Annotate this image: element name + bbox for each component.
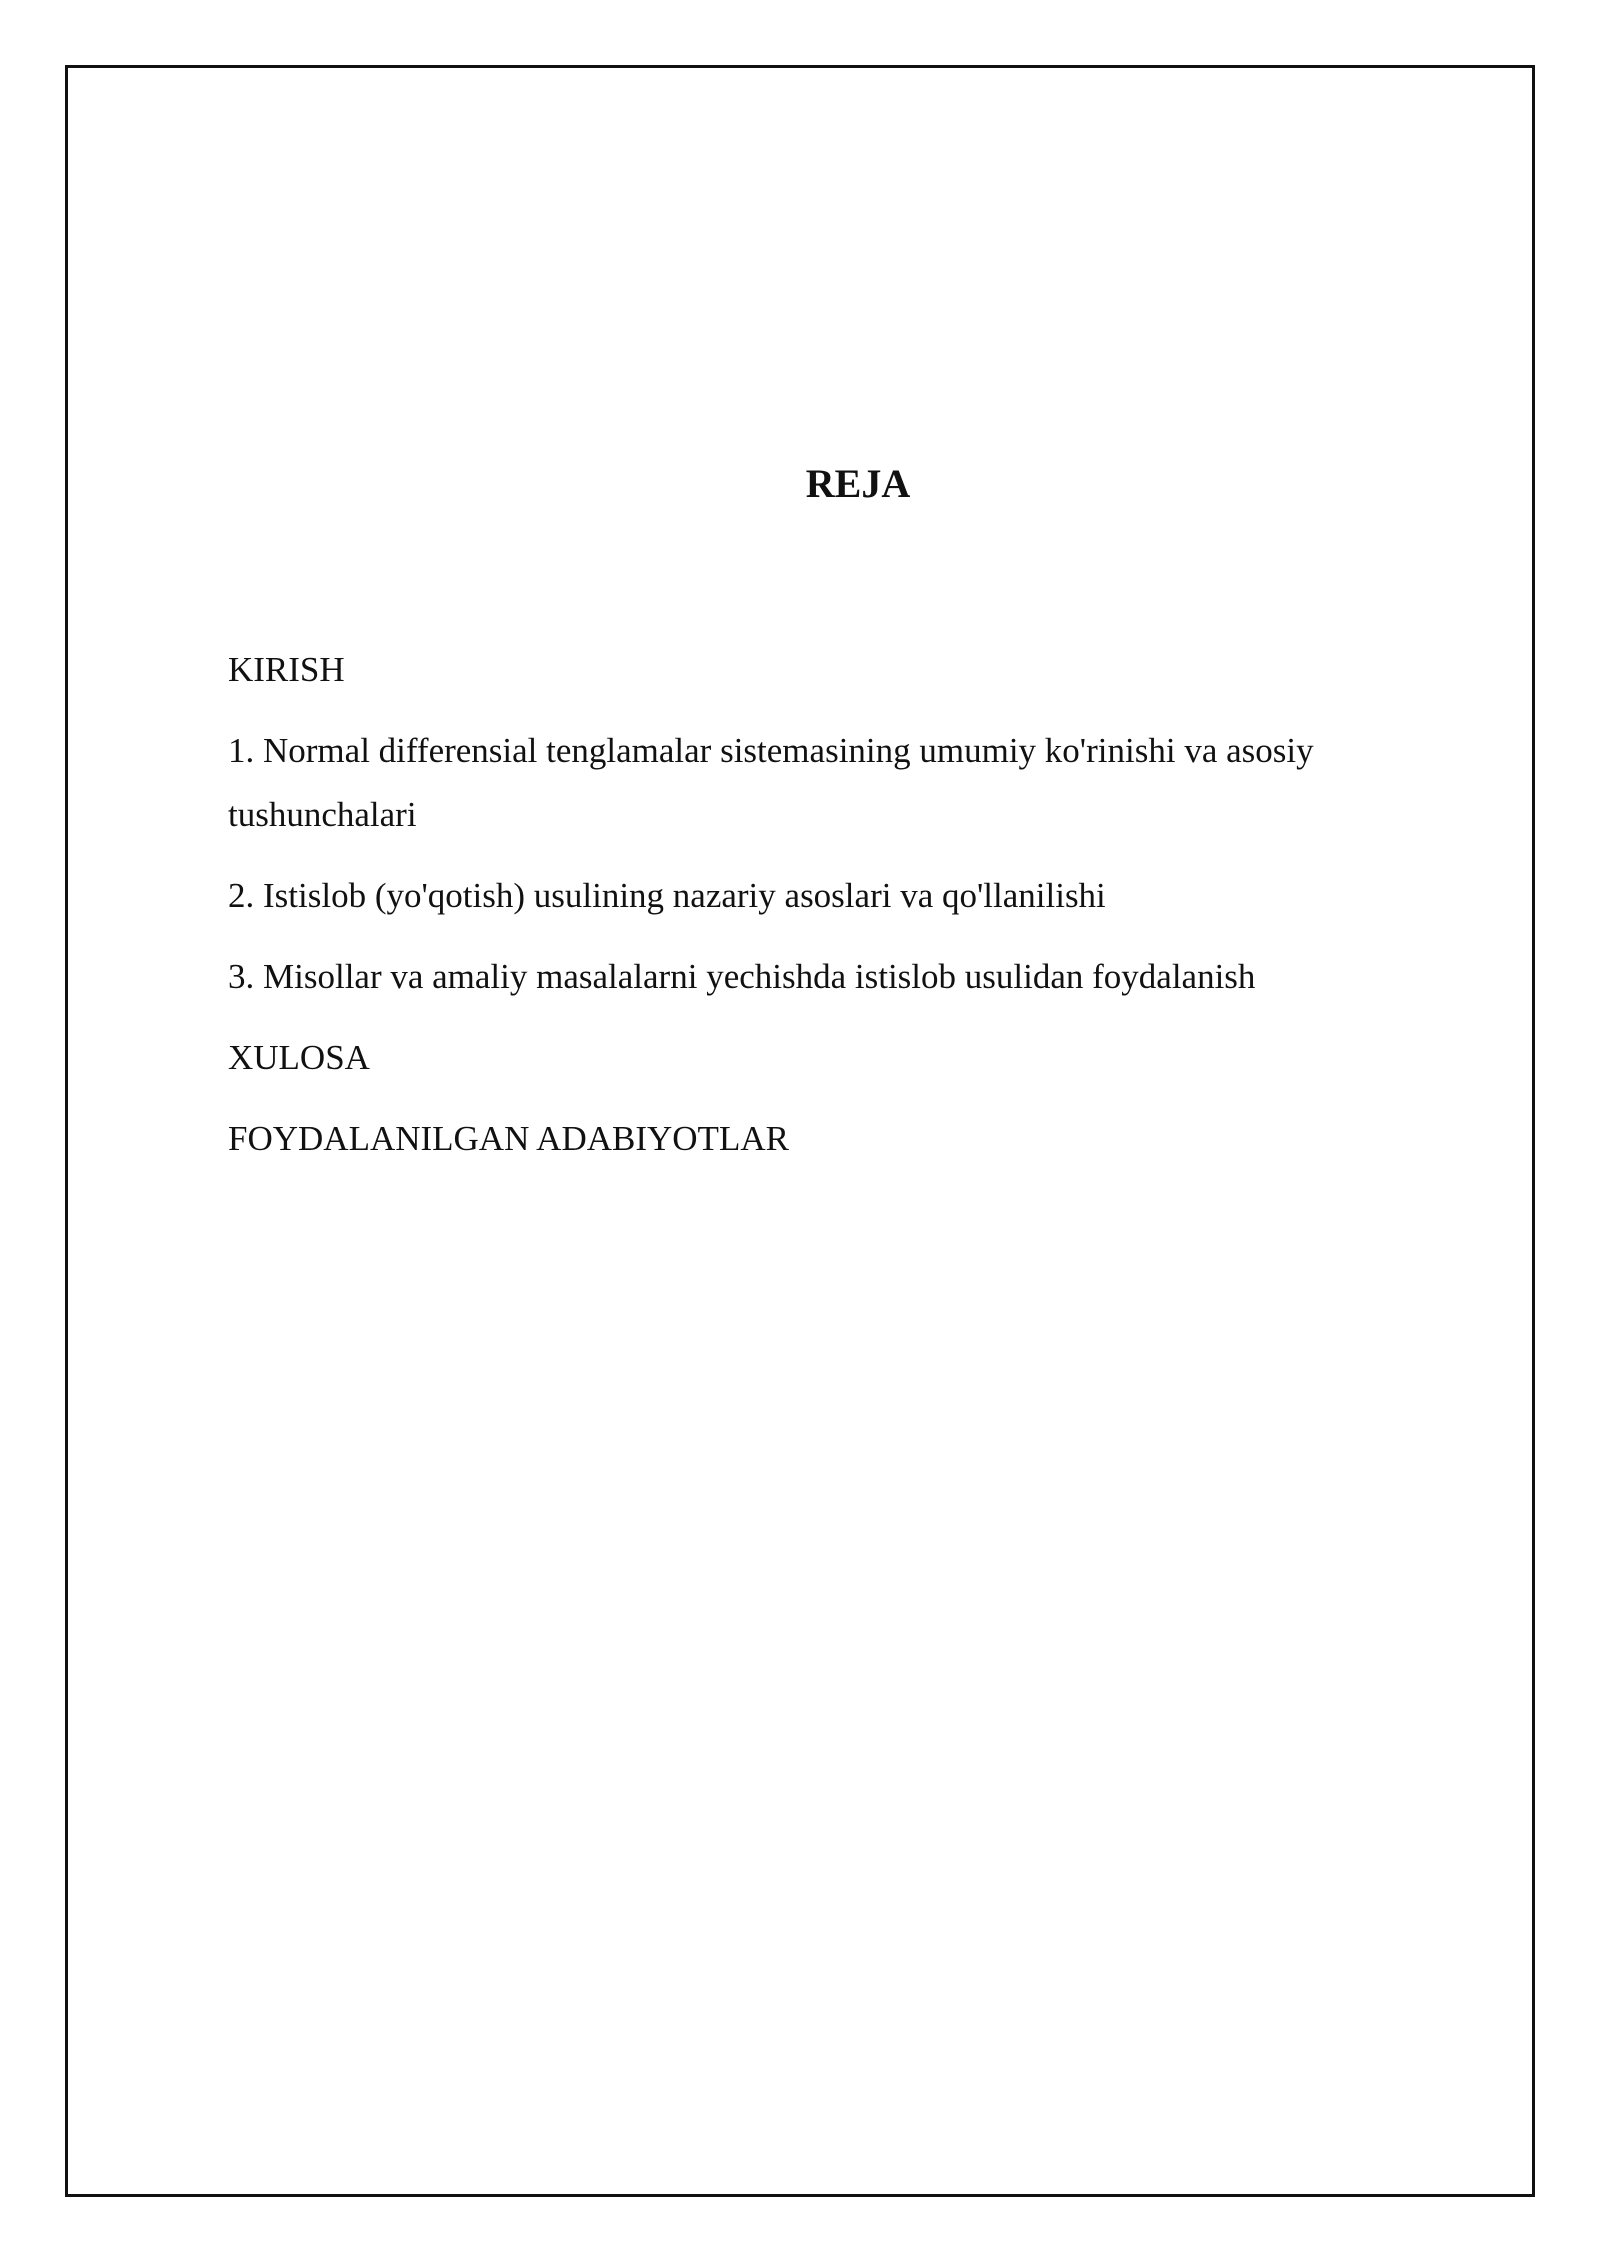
toc-item-references: FOYDALANILGAN ADABIYOTLAR — [228, 1119, 789, 1158]
toc-item-section-3: 3. Misollar va amaliy masalalarni yechishda istislob usulidan foydalanish — [228, 957, 1256, 996]
table-of-contents — [228, 638, 1438, 1188]
toc-item-section-2: 2. Istislob (yo'qotish) usulining nazariy asoslari va qo'llanilishi — [228, 876, 1106, 915]
toc-item-section-1: 1. Normal differensial tenglamalar sistemasining umumiy ko'rinishi va asosiy tushunchalari — [228, 731, 1314, 834]
toc-item-conclusion: XULOSA — [228, 1038, 370, 1077]
page-title: REJA — [805, 461, 911, 506]
toc-item-introduction: KIRISH — [228, 650, 345, 689]
